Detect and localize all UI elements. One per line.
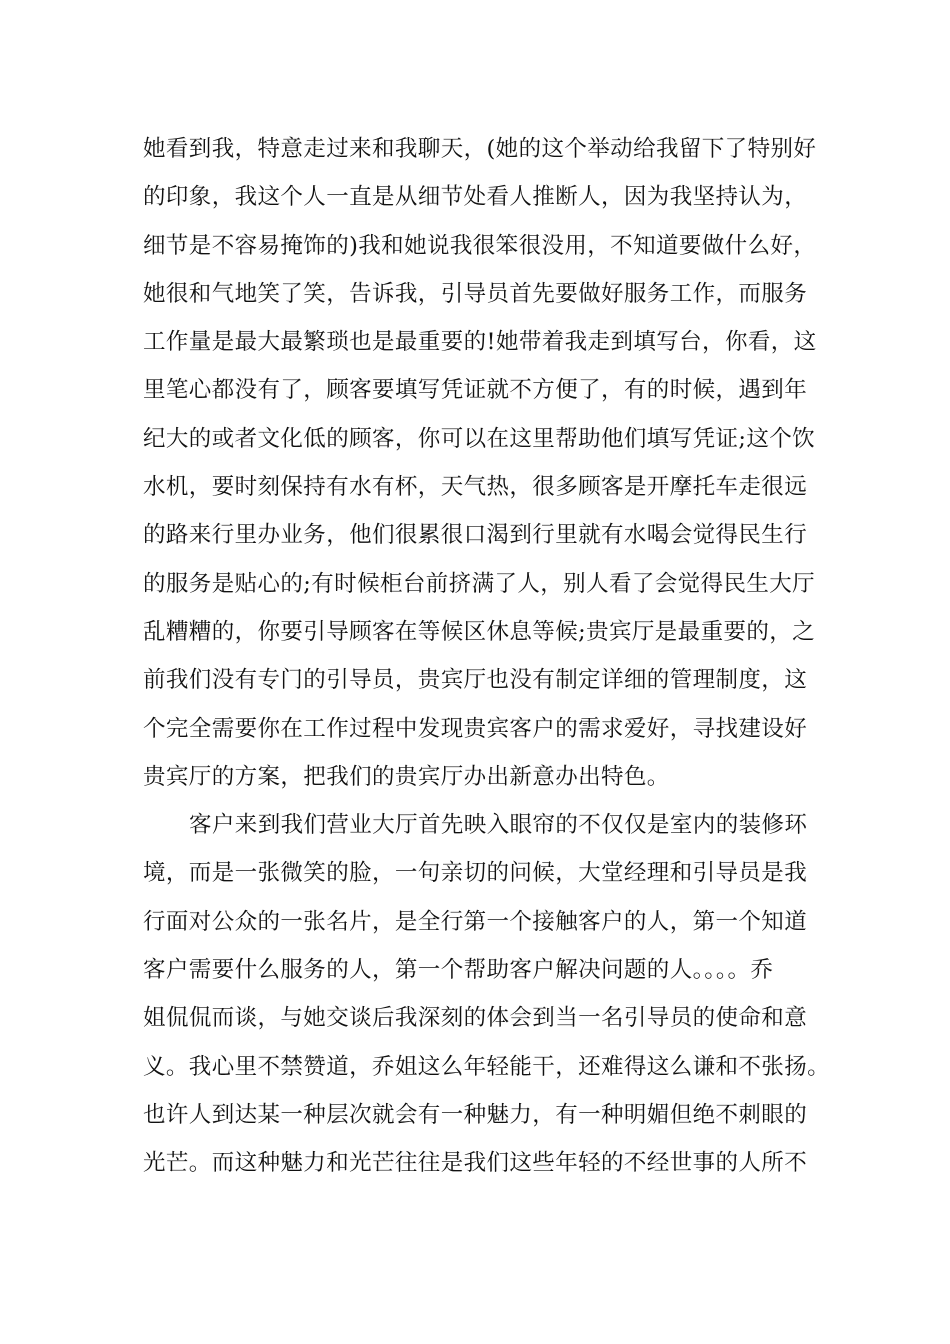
- body-text: [143, 125, 843, 1188]
- text-line: 她看到我，特意走过来和我聊天，(她的这个举动给我留下了特别好: [143, 136, 817, 162]
- text-line: 里笔心都没有了，顾客要填写凭证就不方便了，有的时候，遇到年: [143, 377, 808, 404]
- paragraph-1: [143, 125, 843, 801]
- text-line: 贵宾厅的方案，把我们的贵宾厅办出新意办出特色。: [143, 763, 670, 790]
- text-line: 姐侃侃而谈，与她交谈后我深刻的体会到当一名引导员的使命和意: [143, 1005, 808, 1032]
- text-line: 行面对公众的一张名片，是全行第一个接触客户的人，第一个知道: [143, 908, 808, 935]
- text-line: 前我们没有专门的引导员，贵宾厅也没有制定详细的管理制度，这: [143, 667, 808, 694]
- text-line: 也许人到达某一种层次就会有一种魅力，有一种明媚但绝不刺眼的: [143, 1101, 808, 1128]
- text-line-indented: 客户来到我们营业大厅首先映入眼帘的不仅仅是室内的装修环: [189, 812, 808, 839]
- text-line: 客户需要什么服务的人，第一个帮助客户解决问题的人。。。。乔: [143, 957, 774, 984]
- text-line: 境，而是一张微笑的脸，一句亲切的问候，大堂经理和引导员是我: [143, 860, 808, 887]
- text-line: 的路来行里办业务，他们很累很口渴到行里就有水喝会觉得民生行: [143, 522, 808, 549]
- text-line: 工作量是最大最繁琐也是最重要的!她带着我走到填写台，你看，这: [143, 329, 817, 356]
- paragraph-2: [143, 801, 843, 1187]
- text-line: 乱糟糟的，你要引导顾客在等候区休息等候;贵宾厅是最重要的，之: [143, 618, 816, 645]
- text-line: 义。我心里不禁赞道，乔姐这么年轻能干，还难得这么谦和不张扬。: [143, 1053, 831, 1080]
- text-line: 个完全需要你在工作过程中发现贵宾客户的需求爱好，寻找建设好: [143, 715, 808, 742]
- text-line: 水机，要时刻保持有水有杯，天气热，很多顾客是开摩托车走很远: [143, 474, 808, 501]
- text-line: 光芒。而这种魅力和光芒往往是我们这些年轻的不经世事的人所不: [143, 1150, 808, 1177]
- text-line: 的服务是贴心的;有时候柜台前挤满了人，别人看了会觉得民生大厅: [143, 570, 816, 597]
- text-line: 的印象，我这个人一直是从细节处看人推断人，因为我坚持认为，: [143, 184, 808, 211]
- text-line: 纪大的或者文化低的顾客，你可以在这里帮助他们填写凭证;这个饮: [143, 425, 816, 452]
- text-line: 细节是不容易掩饰的)我和她说我很笨很没用，不知道要做什么好，: [143, 232, 817, 259]
- text-line: 她很和气地笑了笑，告诉我，引导员首先要做好服务工作，而服务: [143, 280, 808, 307]
